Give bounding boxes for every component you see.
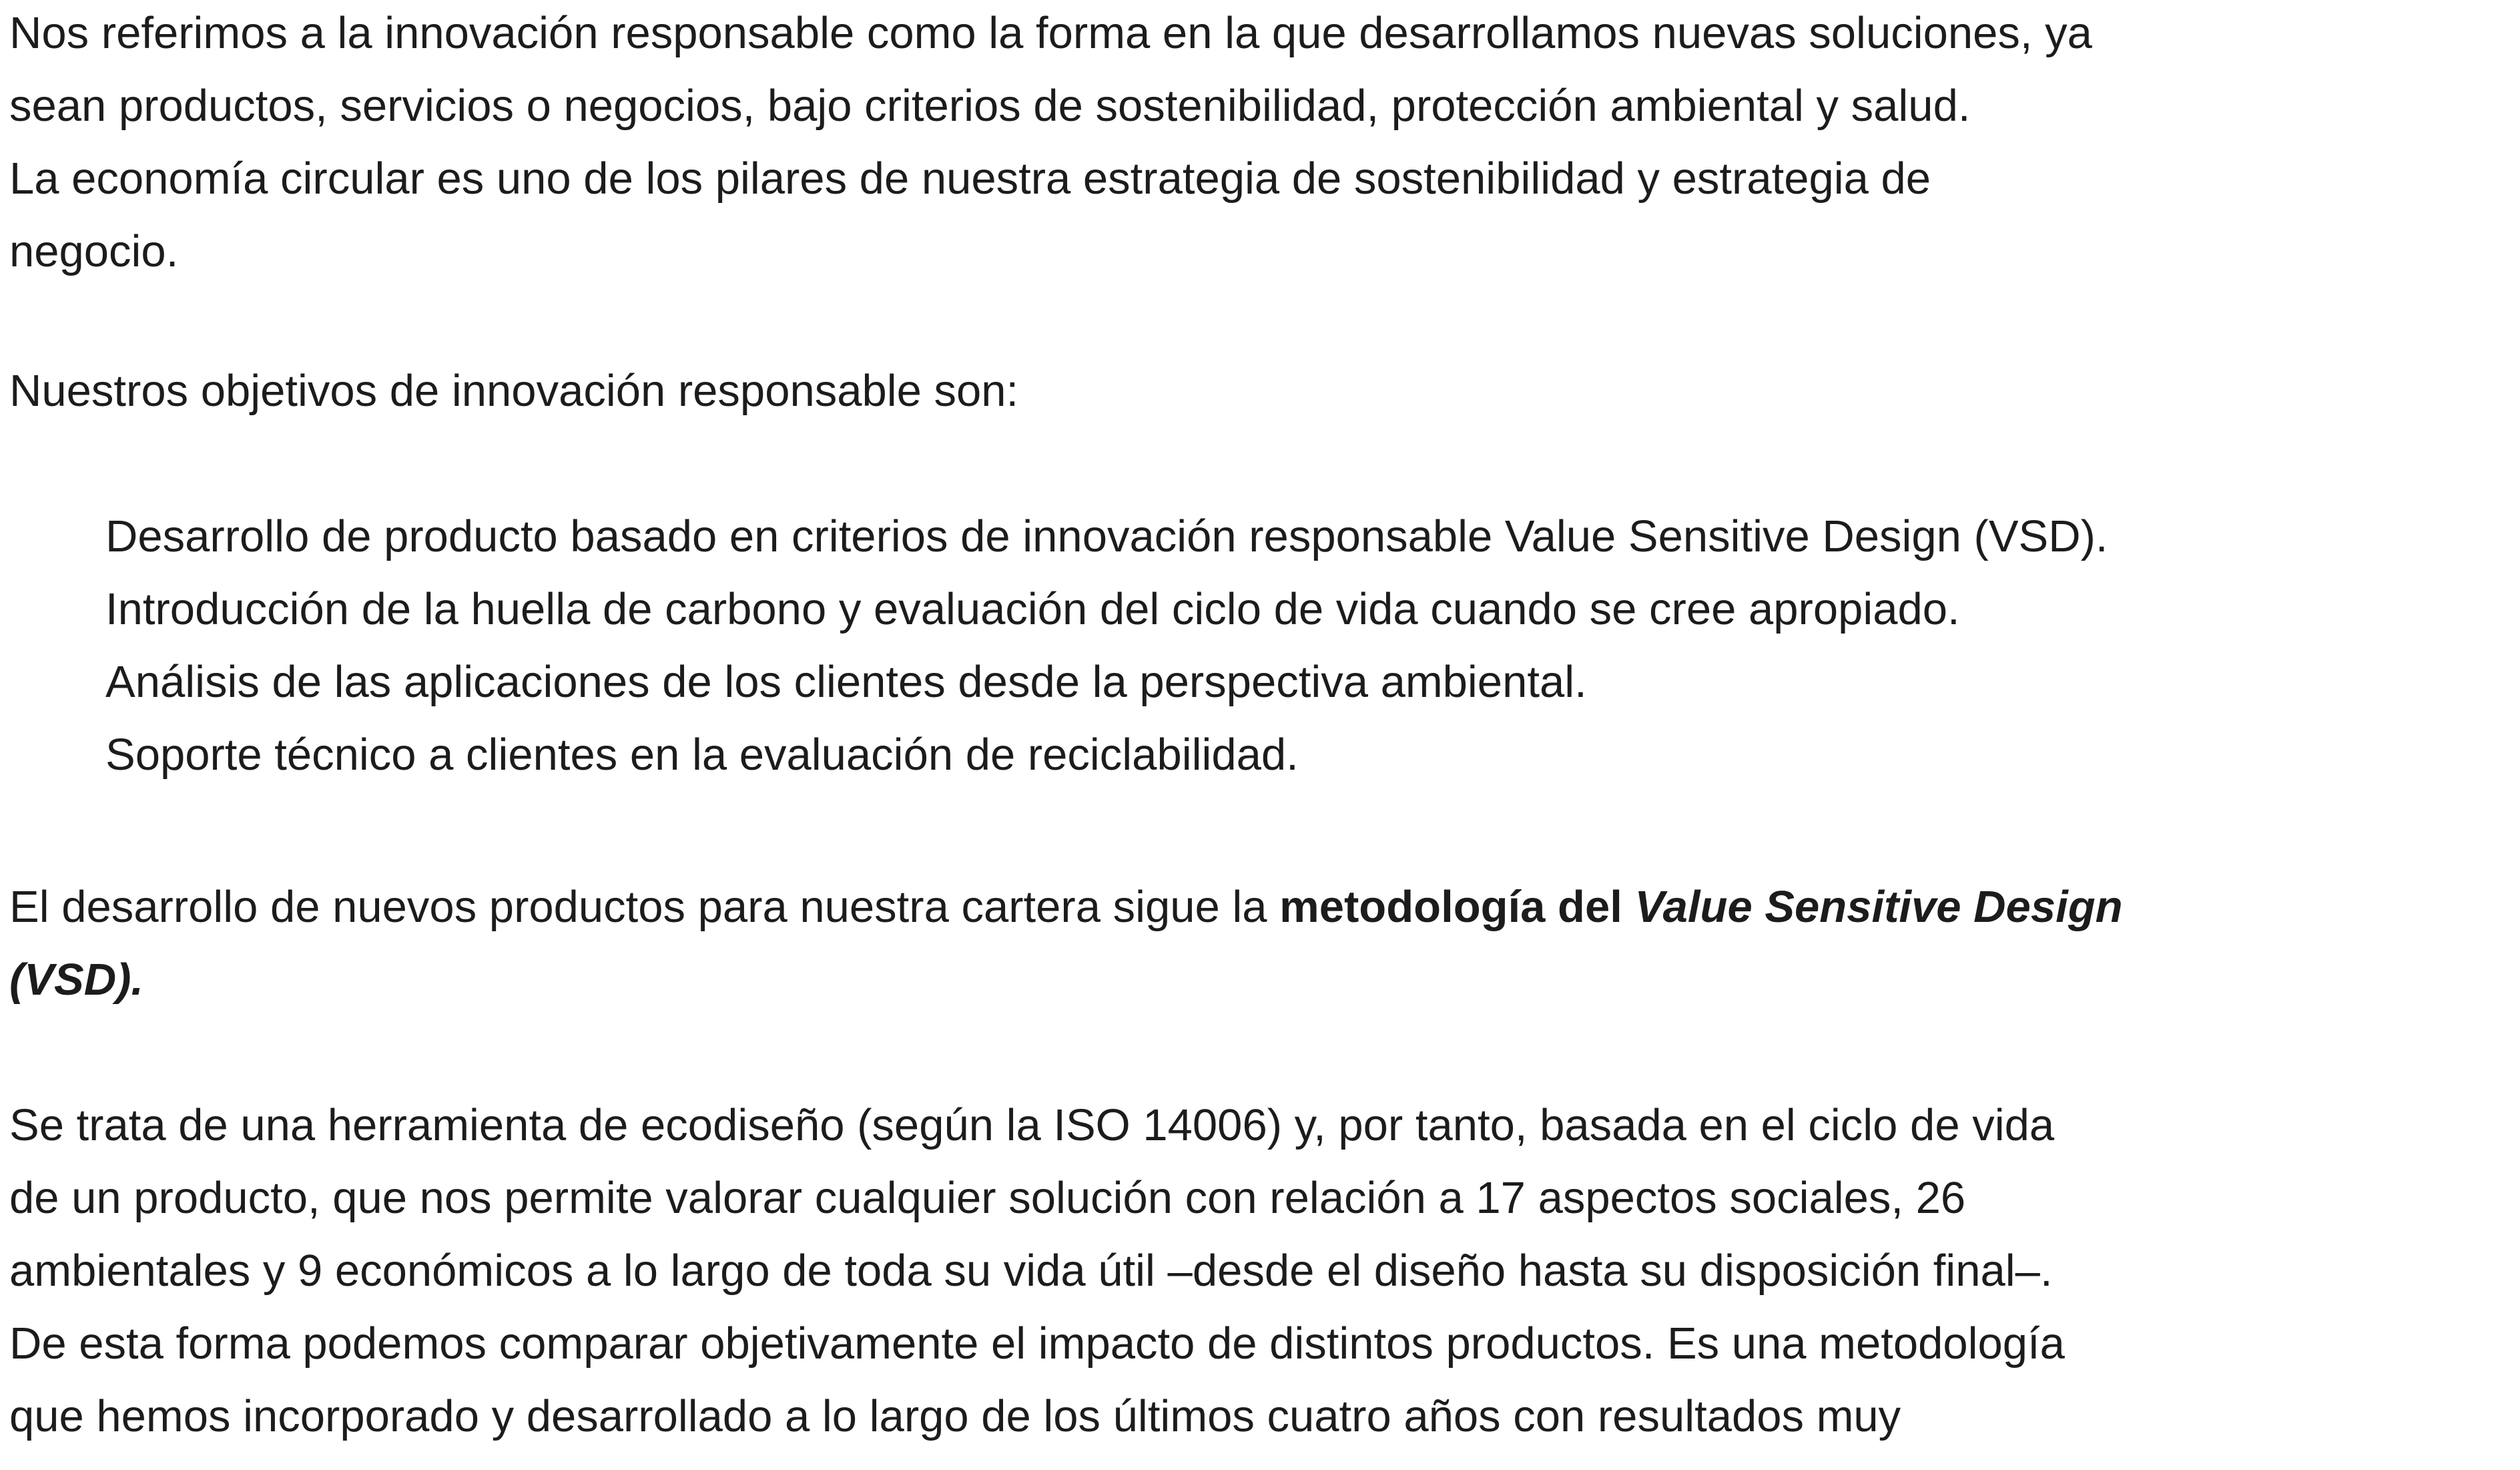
methodology-line-2	[9, 943, 2123, 1016]
tool-line: Se trata de una herramienta de ecodiseño (según la ISO 14006) y, por tanto, basada en el ciclo de vida	[9, 1100, 2055, 1150]
intro-line: negocio.	[9, 226, 179, 276]
methodology-line-1	[9, 871, 2123, 943]
intro-line: sean productos, servicios o negocios, bajo criterios de sostenibilidad, protección ambiental y salud.	[9, 81, 1971, 131]
tool-paragraph	[9, 1089, 2065, 1453]
methodology-vsd-text: (VSD).	[9, 955, 143, 1005]
methodology-normal-text: El desarrollo de nuevos productos para nuestra cartera sigue la	[9, 882, 1280, 932]
objective-item: Soporte técnico a clientes en la evaluación de reciclabilidad.	[105, 730, 1299, 780]
methodology-paragraph	[9, 871, 2123, 1016]
methodology-bold-italic-text: Value Sensitive Design	[1634, 882, 2123, 932]
objectives-heading-block	[9, 354, 1018, 427]
tool-line: que hemos incorporado y desarrollado a lo largo de los últimos cuatro años con resultados muy	[9, 1391, 1901, 1441]
tool-line: de un producto, que nos permite valorar cualquier solución con relación a 17 aspectos sociales, 26	[9, 1173, 1966, 1223]
intro-line: Nos referimos a la innovación responsable como la forma en la que desarrollamos nuevas soluciones, ya	[9, 8, 2092, 58]
objectives-heading: Nuestros objetivos de innovación responsable son:	[9, 366, 1019, 416]
objective-item: Desarrollo de producto basado en criterios de innovación responsable Value Sensitive Design (VSD).	[105, 511, 2108, 561]
methodology-bold-text: metodología del	[1279, 882, 1635, 932]
intro-paragraph	[9, 0, 2092, 288]
objectives-list	[105, 500, 2108, 791]
objective-item: Análisis de las aplicaciones de los clientes desde la perspectiva ambiental.	[105, 657, 1587, 707]
intro-line: La economía circular es uno de los pilares de nuestra estrategia de sostenibilidad y estrategia de	[9, 154, 1931, 204]
tool-line: ambientales y 9 económicos a lo largo de toda su vida útil –desde el diseño hasta su disposición final–.	[9, 1246, 2053, 1296]
tool-line: De esta forma podemos comparar objetivamente el impacto de distintos productos. Es una metodología	[9, 1318, 2065, 1369]
objective-item: Introducción de la huella de carbono y evaluación del ciclo de vida cuando se cree apropiado.	[105, 584, 1960, 634]
